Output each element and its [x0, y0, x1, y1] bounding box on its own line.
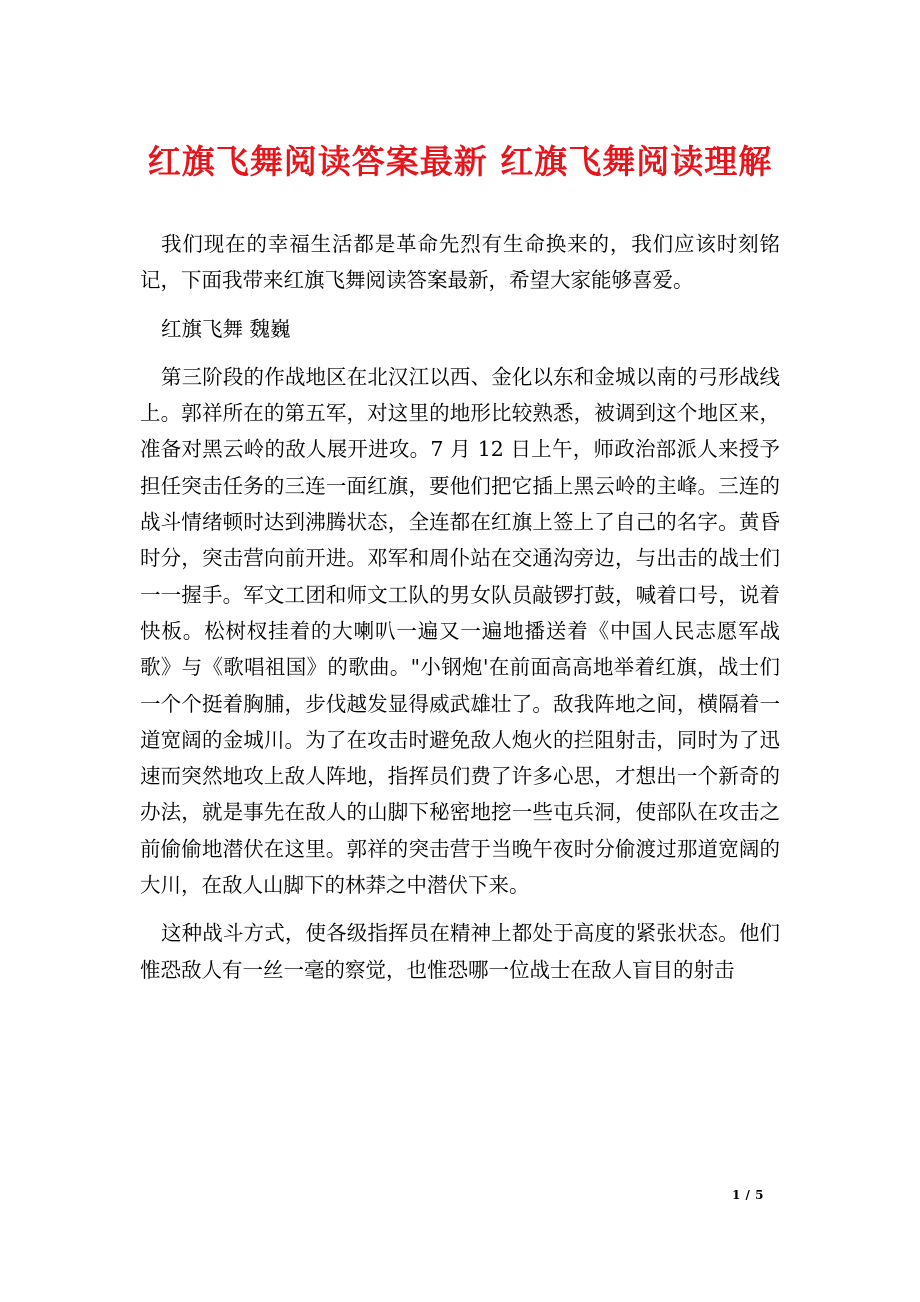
body-paragraph: 这种战斗方式，使各级指挥员在精神上都处于高度的紧张状态。他们惟恐敌人有一丝一毫的察觉，也惟恐哪一位战士在敌人盲目的射击	[140, 921, 780, 982]
article-byline: 红旗飞舞 魏巍	[161, 316, 291, 341]
body-paragraph: 第三阶段的作战地区在北汉江以西、金化以东和金城以南的弓形战线上。郭祥所在的第五军，对这里的地形比较熟悉，被调到这个地区来，准备对黑云岭的敌人展开进攻。7 月 12 日上午，师政治部派人来授予担任突击任务的三连一面红旗，要他们把它插上黑云岭的主峰。三连的战斗情绪顿时达到沸腾状态，全连都在红旗上签上了自己的名字。黄昏时分，突击营向前开进。邓军和周仆站在交通沟旁边，与出击的战士们一一握手。军文工团和师文工队的男女队员敲锣打鼓，喊着口号，说着快板。松树杈挂着的大喇叭一遍又一遍地播送着《中国人民志愿军战歌》与《歌唱祖国》的歌曲。"小钢炮'在前面高高地举着红旗，战士们一个个挺着胸脯，步伐越发显得威武雄壮了。敌我阵地之间，横隔着一道宽阔的金城川。为了在攻击时避免敌人炮火的拦阻射击，同时为了迅速而突然地攻上敌人阵地，指挥员们费了许多心思，才想出一个新奇的办法，就是事先在敌人的山脚下秘密地挖一些屯兵洞，使部队在攻击之前偷偷地潜伏在这里。郭祥的突击营于当晚午夜时分偷渡过那道宽阔的大川，在敌人山脚下的林莽之中潜伏下来。	[140, 364, 780, 898]
document-body	[140, 226, 780, 988]
intro-paragraph: 我们现在的幸福生活都是革命先烈有生命换来的，我们应该时刻铭记，下面我带来红旗飞舞阅读答案最新，希望大家能够喜爱。	[140, 232, 780, 293]
page-number: 1 / 5	[732, 1188, 764, 1202]
document-title: 红旗飞舞阅读答案最新 红旗飞舞阅读理解	[147, 142, 773, 181]
